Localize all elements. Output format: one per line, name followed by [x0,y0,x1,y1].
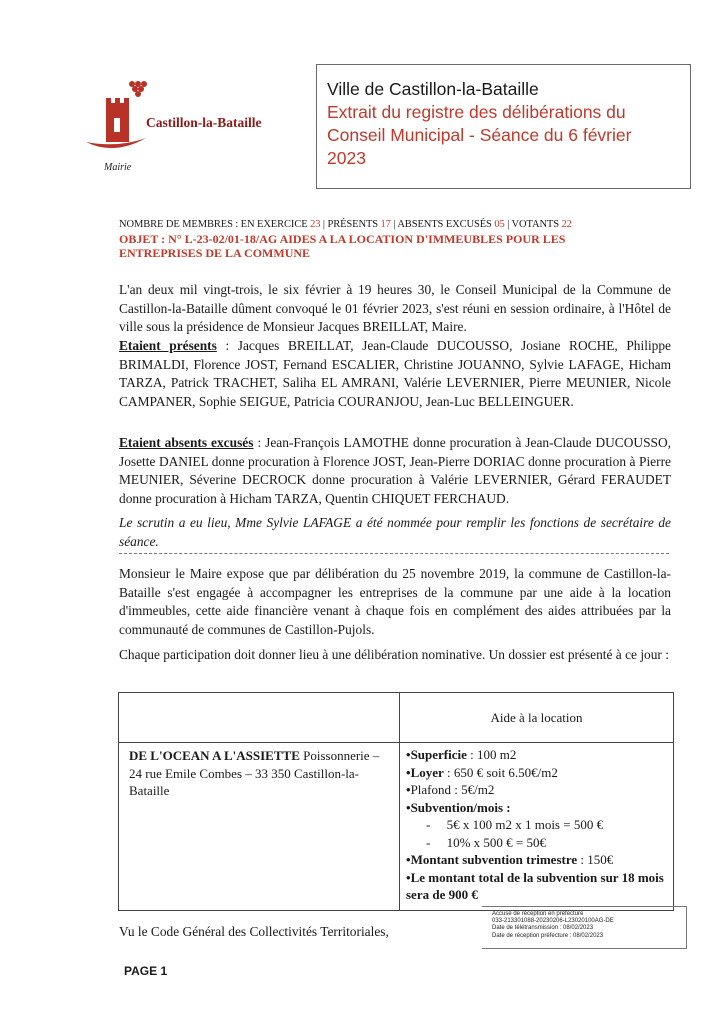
stamp-line-4: Date de réception préfecture : 08/02/2023 [492,932,604,939]
aid-details-cell [400,743,674,911]
members-presents: 17 [380,219,391,230]
city-title: Ville de Castillon-la-Bataille [327,79,539,99]
logo-name: Castillon-la-Bataille [146,115,262,130]
loyer-value: : 650 € soit 6.50€/m2 [443,764,558,780]
town-logo [84,78,284,178]
company-address: Poissonnerie – 24 rue Emile Combes – 33 350 Castillon-la-Bataille [129,748,380,798]
calc-line-1: - 5€ x 100 m2 x 1 mois = 500 € [406,816,667,834]
presents-text: : Jacques BREILLAT, Jean-Claude DUCOUSSO, Josiane ROCHE, Philippe BRIMALDI, Florence JOST, Fernand ESCALIER, Christine JOUANNO, Sylvie LAFAGE, Hicham TARZA, Patrick TRACHET, Saliha EL AMRANI, Valérie LEVERNIER, Pierre MEUNIER, Nicole CAMPANER, Sophie SEIGUE, Patricia COURANJOU, Jean-Luc BELLEINGUER. [119,338,671,409]
castle-tower-icon [84,78,154,168]
superficie-item [406,746,667,764]
trimestre-label: Montant subvention trimestre [410,852,578,867]
superficie-label: Superficie [410,747,467,762]
intro-paragraph: L'an deux mil vingt-trois, le six février à 19 heures 30, le Conseil Municipal de la Commune de Castillon-la-Bataille dûment convoqué le 01 février 2023, s'est réuni en session ordinaire, à l'Hôtel de ville sous la présidence de Monsieur Jacques BREILLAT, Maire. [119,282,671,334]
page-number: PAGE 1 [124,964,168,978]
trimestre-item [406,851,667,869]
stamp-line-1: Accusé de réception en préfecture [492,911,584,917]
members-prefix: NOMBRE DE MEMBRES : EN EXERCICE [119,219,308,230]
table-header-empty-cell [119,693,400,743]
plafond-item: • Plafond : 5€/m2 [406,781,667,799]
members-absents: 05 [494,219,505,230]
objet-heading: OBJET : N° L-23-02/01-18/AG AIDES A LA LOCATION D'IMMEUBLES POUR LES ENTREPRISES DE LA COMMUNE [119,232,566,260]
members-exercice: 23 [310,219,321,230]
extract-title-line-2: Conseil Municipal - Séance du 6 février [327,125,632,145]
loyer-item [406,764,667,782]
stamp-line-3: Date de télétransmission : 08/02/2023 [492,925,594,932]
absents-paragraph [119,434,671,508]
expose-paragraph: Monsieur le Maire expose que par délibération du 25 novembre 2019, la commune de Castillon-la-Bataille s'est engagée à accompagner les entreprises de la commune par une aide à la location d'immeubles, cette aide financière venant à chaque fois en complément des aides attribuées par la communauté de communes de Castillon-Pujols. [119,566,671,637]
members-presents-label: | PRÉSENTS [322,219,378,230]
participation-paragraph: Chaque participation doit donner lieu à une délibération nominative. Un dossier est présenté à ce jour : [119,647,669,662]
calc-line-2: - 10% x 500 € = 50€ [406,834,667,852]
extract-title-line-1: Extrait du registre des délibérations du [327,102,626,122]
scrutin-paragraph: Le scrutin a eu lieu, Mme Sylvie LAFAGE a été nommée pour remplir les fonctions de secrétaire de séance. [119,515,671,549]
logo-mairie-label: Mairie [104,162,132,173]
table-row [119,743,674,911]
total-item: • Le montant total de la subvention sur 18 mois sera de 900 € [406,869,667,904]
members-votants-label: | VOTANTS [507,219,559,230]
loyer-label: Loyer [410,764,444,780]
presents-label: Etaient présents [119,338,217,353]
extract-title-line-3: 2023 [327,148,366,168]
members-votants: 22 [561,219,572,230]
company-cell [119,743,400,911]
aid-table [118,692,674,911]
stamp-line-2: 033-213301088-20230206-L23020100AG-DE [492,918,614,925]
company-name: DE L'OCEAN A L'ASSIETTE [129,748,300,763]
table-header-aid: Aide à la location [400,693,674,743]
subvention-label: Subvention/mois : [410,799,511,815]
presents-paragraph [119,337,671,411]
members-absents-label: | ABSENTS EXCUSÉS [393,219,492,230]
prefecture-stamp [482,906,687,949]
subvention-item [406,799,667,817]
superficie-value: : 100 m2 [466,747,517,762]
members-count-line [119,219,572,230]
absents-text: : Jean-François LAMOTHE donne procuration à Jean-Claude DUCOUSSO, Josette DANIEL donne procuration à Florence JOST, Jean-Pierre DORIAC donne procuration à Pierre MEUNIER, Séverine DECROCK donne procuration à Valérie LEVERNIER, Gérard FERAUDET donne procuration à Hicham TARZA, Quentin CHIQUET FERCHAUD. [119,435,671,506]
absents-label: Etaient absents excusés [119,435,254,450]
document-header-box [316,64,691,189]
table-header-row [119,693,674,743]
vu-code-line: Vu le Code Général des Collectivités Territoriales, [119,924,389,939]
dashed-separator [119,553,669,554]
trimestre-value: : 150€ [577,852,614,867]
